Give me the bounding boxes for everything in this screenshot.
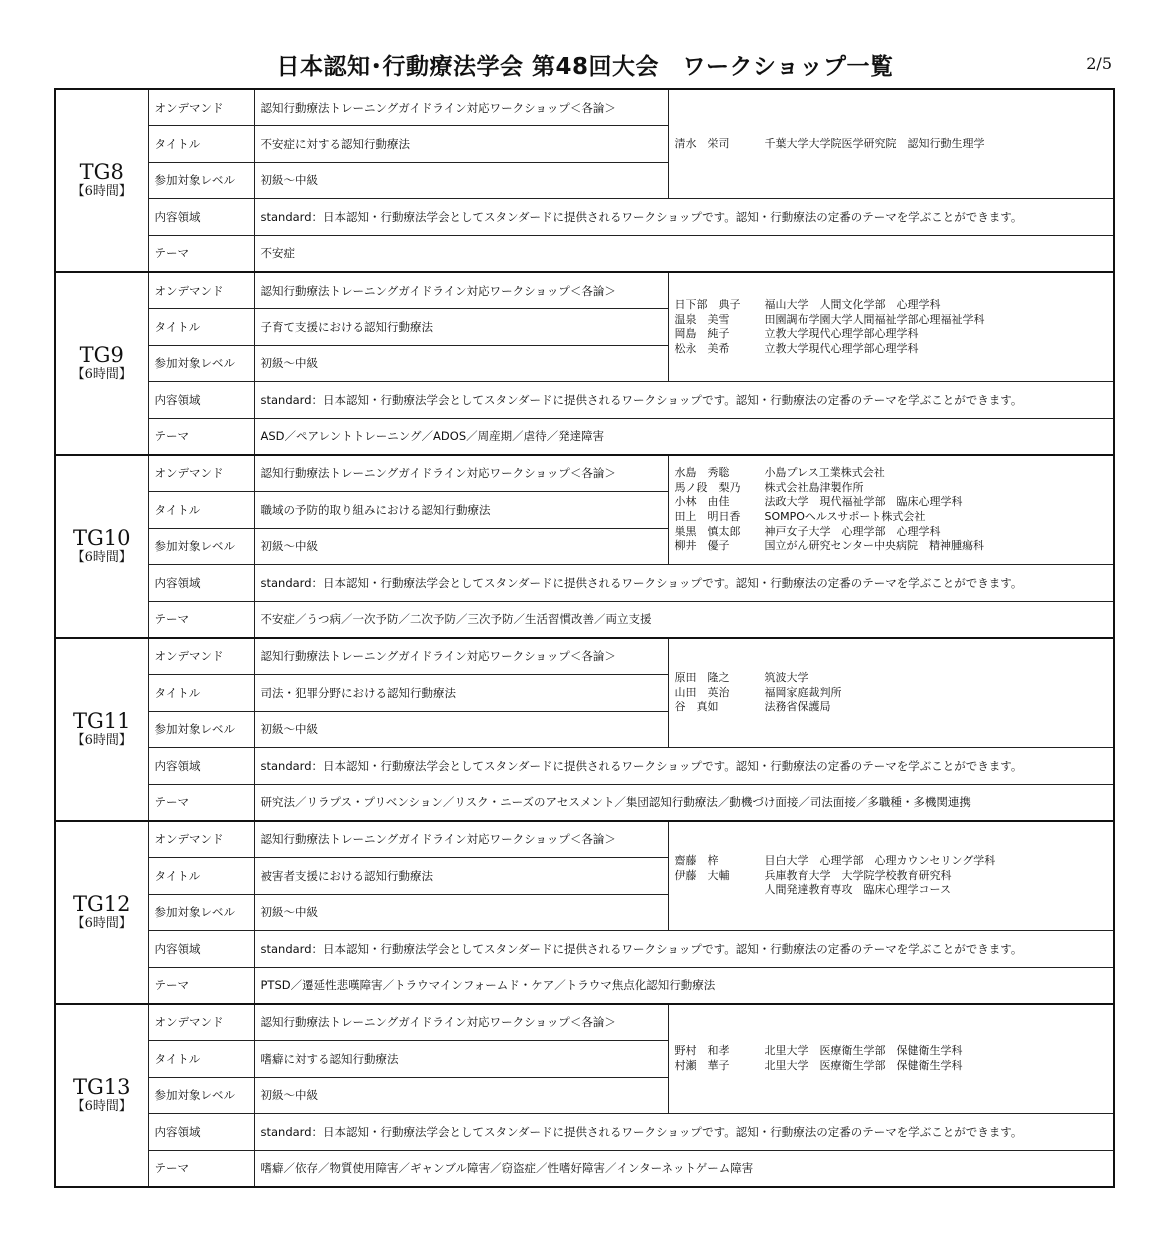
workshop-code: TG13: [72, 1075, 131, 1100]
field-value-ondemand: 認知行動療法トレーニングガイドライン対応ワークショップ＜各論＞: [254, 455, 668, 492]
field-value-theme: 研究法／リラプス・プリベンション／リスク・ニーズのアセスメント／集団認知行動療法／動機づけ面接／司法面接／多職種・多機関連携: [254, 784, 1114, 821]
field-label-theme: テーマ: [148, 784, 254, 821]
field-label-title: タイトル: [148, 675, 254, 712]
presenter-affiliation: 田園調布学園大学人間福祉学部心理福祉学科: [764, 312, 985, 326]
field-label-ondemand: オンデマンド: [148, 1004, 254, 1041]
presenters-cell: [668, 455, 1114, 565]
presenter-affiliation: 国立がん研究センター中央病院 精神腫瘍科: [764, 539, 985, 553]
workshop-code-cell: [55, 455, 148, 638]
field-value-area: standard：日本認知・行動療法学会としてスタンダードに提供されるワークショップです。認知・行動療法の定番のテーマを学ぶことができます。: [254, 382, 1114, 419]
field-label-area: 内容領域: [148, 1114, 254, 1151]
presenter-name: 巣黒 慎太郎: [674, 524, 741, 538]
workshop-row-area: [55, 565, 1114, 602]
field-value-theme: PTSD／遷延性悲嘆障害／トラウマインフォームド・ケア／トラウマ焦点化認知行動療法: [254, 967, 1114, 1004]
field-value-ondemand: 認知行動療法トレーニングガイドライン対応ワークショップ＜各論＞: [254, 89, 668, 126]
presenter-name: 岡島 純子: [674, 327, 730, 341]
field-label-title: タイトル: [148, 492, 254, 529]
field-value-ondemand: 認知行動療法トレーニングガイドライン対応ワークショップ＜各論＞: [254, 821, 668, 858]
presenter-line: [675, 1044, 1108, 1059]
presenter-name: 田上 明日香: [674, 510, 741, 524]
presenter-name: 水島 秀聡: [674, 466, 730, 480]
workshop-row-area: [55, 748, 1114, 785]
workshop-hours: 【6時間】: [71, 367, 132, 383]
field-label-level: 参加対象レベル: [148, 345, 254, 382]
workshop-row-ondemand: [55, 89, 1114, 126]
workshop-table: [54, 88, 1115, 1188]
presenter-name: 清水 栄司: [674, 136, 730, 150]
field-value-level: 初級～中級: [254, 162, 668, 199]
field-value-title: 不安症に対する認知行動療法: [254, 126, 668, 163]
workshop-row-area: [55, 382, 1114, 419]
field-value-theme: ASD／ペアレントトレーニング／ADOS／周産期／虐待／発達障害: [254, 418, 1114, 455]
presenters-cell: [668, 821, 1114, 931]
workshop-row-ondemand: [55, 638, 1114, 675]
field-label-theme: テーマ: [148, 418, 254, 455]
field-label-level: 参加対象レベル: [148, 1077, 254, 1114]
workshop-row-theme: [55, 418, 1114, 455]
presenter-name: 馬ノ段 梨乃: [674, 480, 741, 494]
field-value-ondemand: 認知行動療法トレーニングガイドライン対応ワークショップ＜各論＞: [254, 638, 668, 675]
field-value-title: 司法・犯罪分野における認知行動療法: [254, 675, 668, 712]
presenter-line: [675, 313, 1108, 328]
field-label-ondemand: オンデマンド: [148, 455, 254, 492]
field-label-ondemand: オンデマンド: [148, 272, 254, 309]
presenter-name: 原田 隆之: [674, 671, 730, 685]
field-label-level: 参加対象レベル: [148, 162, 254, 199]
presenter-line: [675, 1059, 1108, 1074]
field-value-title: 子育て支援における認知行動療法: [254, 309, 668, 346]
field-label-title: タイトル: [148, 126, 254, 163]
workshop-row-theme: [55, 784, 1114, 821]
presenter-affiliation: 立教大学現代心理学部心理学科: [764, 341, 919, 355]
workshop-row-theme: [55, 1150, 1114, 1187]
field-label-title: タイトル: [148, 1040, 254, 1077]
field-label-theme: テーマ: [148, 967, 254, 1004]
field-label-ondemand: オンデマンド: [148, 89, 254, 126]
field-value-level: 初級～中級: [254, 345, 668, 382]
field-value-level: 初級～中級: [254, 894, 668, 931]
field-label-ondemand: オンデマンド: [148, 821, 254, 858]
field-value-level: 初級～中級: [254, 528, 668, 565]
workshop-row-theme: [55, 601, 1114, 638]
workshop-row-theme: [55, 235, 1114, 272]
presenter-line: [675, 671, 1108, 686]
presenter-name: 伊藤 大輔: [674, 868, 730, 882]
field-value-area: standard：日本認知・行動療法学会としてスタンダードに提供されるワークショップです。認知・行動療法の定番のテーマを学ぶことができます。: [254, 748, 1114, 785]
field-label-area: 内容領域: [148, 931, 254, 968]
presenter-line: [675, 342, 1108, 357]
field-value-theme: 不安症: [254, 235, 1114, 272]
workshop-hours: 【6時間】: [71, 733, 132, 749]
presenter-line: [675, 137, 1108, 152]
workshop-row-ondemand: [55, 821, 1114, 858]
presenter-affiliation: 千葉大学大学院医学研究院 認知行動生理学: [764, 136, 985, 150]
presenter-line: [675, 854, 1108, 869]
field-label-ondemand: オンデマンド: [148, 638, 254, 675]
workshop-code-cell: [55, 1004, 148, 1187]
presenter-affiliation: 人間発達教育専攻 臨床心理学コース: [764, 883, 951, 897]
presenter-name: 谷 真如: [674, 700, 719, 714]
field-label-title: タイトル: [148, 857, 254, 894]
presenter-line: [675, 327, 1108, 342]
workshop-code: TG12: [72, 892, 131, 917]
workshop-hours: 【6時間】: [71, 184, 132, 200]
presenter-name: 松永 美希: [674, 341, 730, 355]
workshop-code: TG10: [72, 526, 131, 551]
field-label-theme: テーマ: [148, 601, 254, 638]
workshop-row-ondemand: [55, 1004, 1114, 1041]
presenter-affiliation: 法務省保護局: [764, 700, 831, 714]
workshop-row-area: [55, 199, 1114, 236]
presenters-cell: [668, 89, 1114, 199]
field-value-theme: 不安症／うつ病／一次予防／二次予防／三次予防／生活習慣改善／両立支援: [254, 601, 1114, 638]
field-value-title: 嗜癖に対する認知行動療法: [254, 1040, 668, 1077]
presenters-cell: [668, 1004, 1114, 1114]
presenter-affiliation: 目白大学 心理学部 心理カウンセリング学科: [764, 854, 996, 868]
workshop-row-area: [55, 1114, 1114, 1151]
presenter-affiliation: 福山大学 人間文化学部 心理学科: [764, 297, 941, 311]
presenter-affiliation: 小島プレス工業株式会社: [764, 466, 885, 480]
presenter-name: 山田 英治: [674, 685, 730, 699]
workshop-row-theme: [55, 967, 1114, 1004]
presenter-affiliation: 神戸女子大学 心理学部 心理学科: [764, 524, 941, 538]
field-label-area: 内容領域: [148, 382, 254, 419]
page-title: 日本認知･行動療法学会 第48回大会 ワークショップ一覧: [276, 54, 894, 80]
field-value-ondemand: 認知行動療法トレーニングガイドライン対応ワークショップ＜各論＞: [254, 272, 668, 309]
field-label-level: 参加対象レベル: [148, 528, 254, 565]
presenters-cell: [668, 272, 1114, 382]
presenter-line: [675, 686, 1108, 701]
field-value-level: 初級～中級: [254, 711, 668, 748]
presenter-name: 日下部 典子: [674, 297, 741, 311]
presenter-line: [675, 525, 1108, 540]
presenters-cell: [668, 638, 1114, 748]
presenter-affiliation: 株式会社島津製作所: [764, 480, 864, 494]
presenter-line: [675, 495, 1108, 510]
field-value-area: standard：日本認知・行動療法学会としてスタンダードに提供されるワークショップです。認知・行動療法の定番のテーマを学ぶことができます。: [254, 565, 1114, 602]
field-value-area: standard：日本認知・行動療法学会としてスタンダードに提供されるワークショップです。認知・行動療法の定番のテーマを学ぶことができます。: [254, 1114, 1114, 1151]
workshop-code-cell: [55, 821, 148, 1004]
workshop-code-cell: [55, 638, 148, 821]
field-value-level: 初級～中級: [254, 1077, 668, 1114]
workshop-hours: 【6時間】: [71, 916, 132, 932]
workshop-row-area: [55, 931, 1114, 968]
field-label-level: 参加対象レベル: [148, 894, 254, 931]
page-header: [0, 46, 1170, 86]
presenter-name: 温泉 美雪: [674, 312, 730, 326]
workshop-hours: 【6時間】: [71, 550, 132, 566]
presenter-line: [675, 539, 1108, 554]
workshop-row-ondemand: [55, 455, 1114, 492]
field-value-title: 被害者支援における認知行動療法: [254, 857, 668, 894]
presenter-name: [675, 883, 765, 898]
page-number: 2/5: [1086, 54, 1112, 73]
workshop-code-cell: [55, 272, 148, 455]
field-label-theme: テーマ: [148, 1150, 254, 1187]
presenter-affiliation: SOMPOヘルスサポート株式会社: [764, 510, 926, 524]
workshop-code: TG9: [79, 343, 124, 368]
workshop-code-cell: [55, 89, 148, 272]
field-label-area: 内容領域: [148, 199, 254, 236]
field-label-area: 内容領域: [148, 565, 254, 602]
presenter-line: [675, 510, 1108, 525]
presenter-name: 柳井 優子: [674, 539, 730, 553]
workshop-code: TG8: [79, 160, 124, 185]
field-label-theme: テーマ: [148, 235, 254, 272]
presenter-name: 村瀬 華子: [674, 1058, 730, 1072]
field-label-level: 参加対象レベル: [148, 711, 254, 748]
presenter-line: [675, 298, 1108, 313]
field-label-title: タイトル: [148, 309, 254, 346]
field-value-ondemand: 認知行動療法トレーニングガイドライン対応ワークショップ＜各論＞: [254, 1004, 668, 1041]
presenter-line: [675, 481, 1108, 496]
workshop-hours: 【6時間】: [71, 1099, 132, 1115]
presenter-line: [675, 466, 1108, 481]
field-label-area: 内容領域: [148, 748, 254, 785]
presenter-affiliation: 北里大学 医療衛生学部 保健衛生学科: [764, 1058, 963, 1072]
presenter-affiliation: 立教大学現代心理学部心理学科: [764, 327, 919, 341]
presenter-name: 齋藤 梓: [674, 854, 719, 868]
workshop-row-ondemand: [55, 272, 1114, 309]
presenter-affiliation: 兵庫教育大学 大学院学校教育研究科: [764, 868, 952, 882]
presenter-line: [675, 700, 1108, 715]
presenter-affiliation: 福岡家庭裁判所: [764, 685, 842, 699]
presenter-affiliation: 法政大学 現代福祉学部 臨床心理学科: [764, 495, 963, 509]
presenter-name: 野村 和孝: [674, 1044, 730, 1058]
presenter-line: [675, 883, 1108, 898]
field-value-title: 職域の予防的取り組みにおける認知行動療法: [254, 492, 668, 529]
field-value-area: standard：日本認知・行動療法学会としてスタンダードに提供されるワークショップです。認知・行動療法の定番のテーマを学ぶことができます。: [254, 931, 1114, 968]
presenter-line: [675, 869, 1108, 884]
workshop-code: TG11: [72, 709, 131, 734]
presenter-affiliation: 筑波大学: [764, 671, 809, 685]
presenter-affiliation: 北里大学 医療衛生学部 保健衛生学科: [764, 1044, 963, 1058]
field-value-theme: 嗜癖／依存／物質使用障害／ギャンブル障害／窃盗症／性嗜好障害／インターネットゲーム障害: [254, 1150, 1114, 1187]
field-value-area: standard：日本認知・行動療法学会としてスタンダードに提供されるワークショップです。認知・行動療法の定番のテーマを学ぶことができます。: [254, 199, 1114, 236]
presenter-name: 小林 由佳: [674, 495, 730, 509]
workshop-table-body: [55, 89, 1114, 1187]
